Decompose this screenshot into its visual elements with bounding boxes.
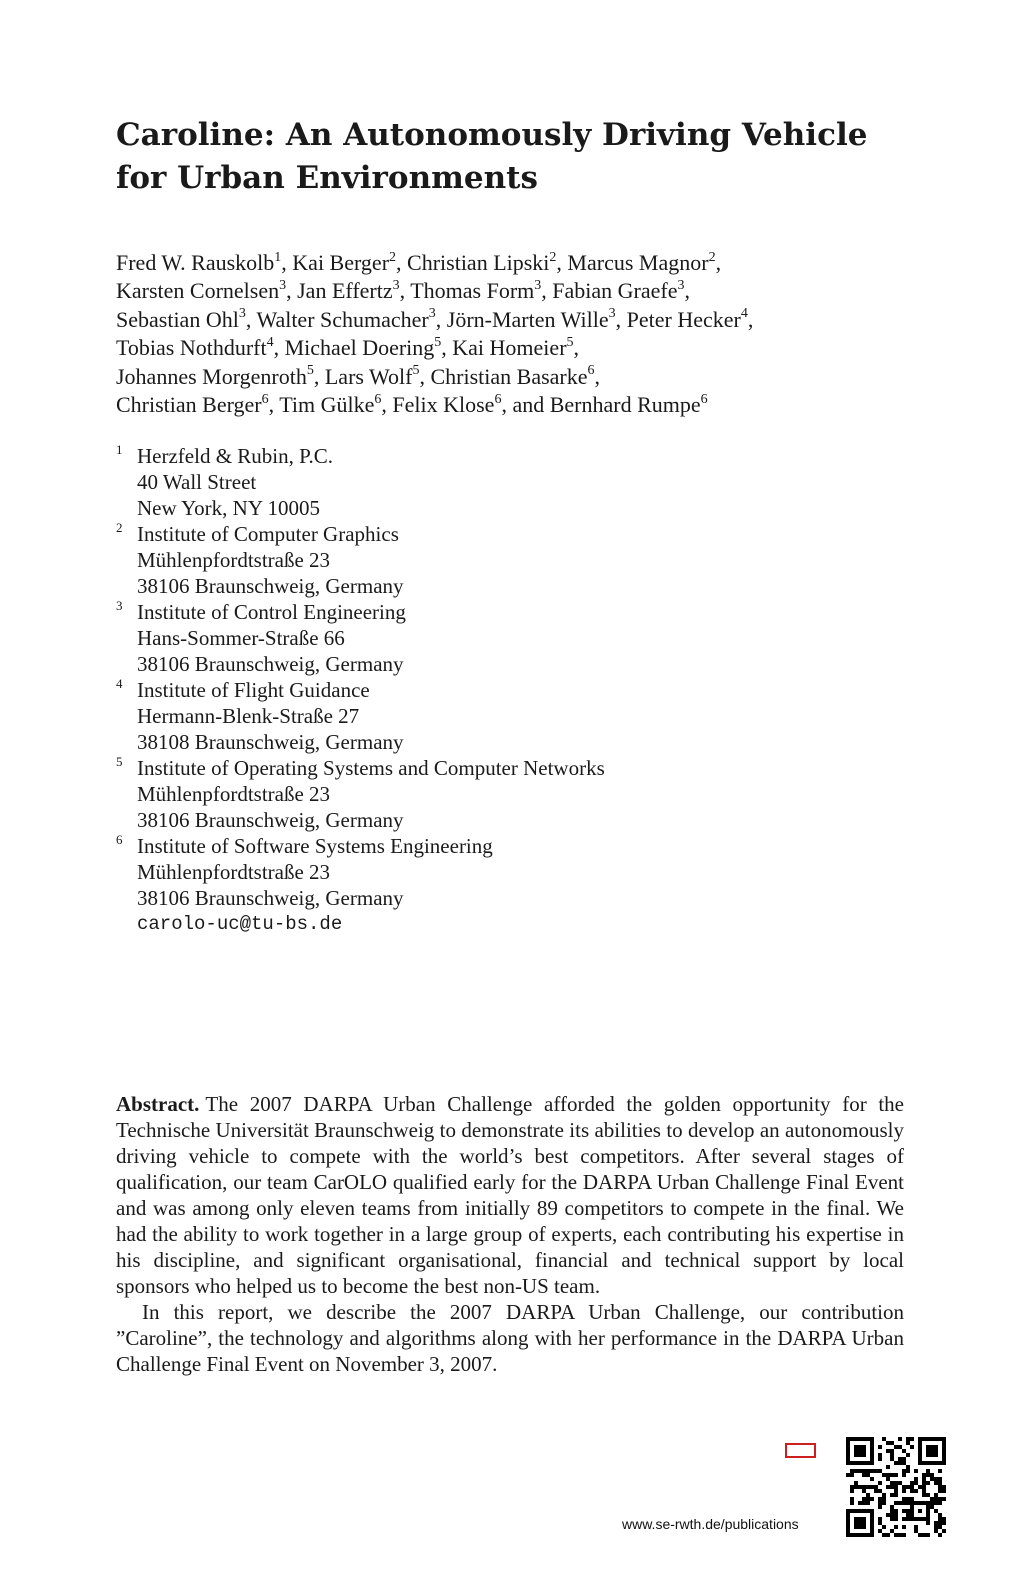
affiliation bbox=[116, 677, 816, 755]
author-name: Fabian Graefe bbox=[552, 278, 678, 304]
author-separator: , bbox=[419, 363, 431, 389]
author-affiliation-number: 2 bbox=[708, 249, 716, 265]
author-separator: , bbox=[381, 392, 393, 418]
author-separator: , bbox=[268, 392, 280, 418]
author-separator: , bbox=[747, 306, 754, 332]
author-list bbox=[116, 249, 916, 419]
author-separator: , bbox=[245, 306, 257, 332]
affiliation-number: 3 bbox=[116, 598, 123, 613]
author-separator: , bbox=[541, 278, 553, 304]
author-affiliation-number: 2 bbox=[389, 249, 397, 265]
affiliation-line: Herzfeld & Rubin, P.C. bbox=[137, 444, 333, 468]
author bbox=[292, 250, 407, 275]
author-name: Jan Effertz bbox=[297, 278, 393, 304]
affiliation-line: Institute of Software Systems Engineering bbox=[137, 834, 493, 858]
affiliation-line: 40 Wall Street bbox=[137, 470, 257, 494]
affiliation-line: Institute of Control Engineering bbox=[137, 600, 406, 624]
author bbox=[116, 364, 325, 389]
author bbox=[627, 307, 754, 332]
author-separator: , bbox=[441, 335, 453, 361]
affiliation-list bbox=[116, 443, 816, 937]
author-separator: , bbox=[281, 250, 293, 275]
author-affiliation-number: 3 bbox=[608, 306, 616, 322]
author-affiliation-number: 5 bbox=[412, 363, 420, 379]
affiliation-line: 38108 Braunschweig, Germany bbox=[137, 730, 404, 754]
author-name: Christian Basarke bbox=[430, 363, 588, 389]
author-affiliation-number: 4 bbox=[740, 306, 748, 322]
author-separator: , bbox=[684, 278, 691, 304]
author bbox=[431, 364, 601, 389]
author bbox=[116, 392, 279, 417]
publications-url[interactable]: www.se-rwth.de/publications bbox=[622, 1516, 799, 1532]
affiliation-line: Institute of Computer Graphics bbox=[137, 522, 399, 546]
affiliation-line: Mühlenpfordtstraße 23 bbox=[137, 548, 331, 572]
author-affiliation-number: 3 bbox=[279, 278, 287, 294]
affiliation-number: 2 bbox=[116, 520, 123, 535]
author-separator: , bbox=[399, 278, 411, 304]
author bbox=[410, 278, 552, 303]
author-separator: , bbox=[615, 306, 627, 332]
author-name: Michael Doering bbox=[284, 335, 435, 361]
author-separator: , bbox=[435, 306, 447, 332]
affiliation-line: Institute of Flight Guidance bbox=[137, 678, 370, 702]
author-name: Kai Berger bbox=[292, 250, 390, 275]
publisher-mark-icon bbox=[785, 1443, 816, 1458]
affiliation-number: 6 bbox=[116, 832, 123, 847]
author bbox=[116, 278, 297, 303]
abstract-text-1: The 2007 DARPA Urban Challenge afforded the golden opportunity for the Technische Universität Braunschweig to demonstrate its abilities to develop an autonomously driving vehicle to compete with the world’s best competitors. After several stages of qualification, our team CarOLO qualified early for the DARPA Urban Challenge Final Event and was among only eleven teams from initially 89 competitors to compete in the final. We had the ability to work together in a large group of experts, each contributing his expertise in his discipline, and significant organisational, financial and technical support by local sponsors who helped us to become the best non-US team. bbox=[116, 1092, 904, 1298]
affiliation bbox=[116, 833, 816, 911]
author-name: Thomas Form bbox=[410, 278, 535, 304]
affiliation-line: 38106 Braunschweig, Germany bbox=[137, 652, 404, 676]
affiliation-line: Institute of Operating Systems and Computer Networks bbox=[137, 756, 605, 780]
author-name: Bernhard Rumpe bbox=[549, 392, 701, 418]
author bbox=[407, 250, 567, 275]
author-affiliation-number: 3 bbox=[677, 278, 685, 294]
affiliation-line: 38106 Braunschweig, Germany bbox=[137, 886, 404, 910]
qr-code-icon bbox=[846, 1437, 946, 1537]
author bbox=[297, 278, 410, 303]
author-affiliation-number: 6 bbox=[587, 363, 595, 379]
author-name: Johannes Morgenroth bbox=[116, 363, 307, 389]
author-separator: , bbox=[273, 335, 285, 361]
affiliation bbox=[116, 443, 816, 521]
author-name: Peter Hecker bbox=[626, 306, 741, 332]
author-affiliation-number: 5 bbox=[434, 334, 442, 350]
author-affiliation-number: 3 bbox=[238, 306, 246, 322]
author bbox=[452, 335, 579, 360]
author-affiliation-number: 3 bbox=[392, 278, 400, 294]
author-name: Fred W. Rauskolb bbox=[116, 250, 275, 275]
author bbox=[116, 335, 285, 360]
author-affiliation-number: 6 bbox=[374, 391, 382, 407]
author-separator: , and bbox=[501, 392, 550, 418]
abstract-paragraph-2: In this report, we describe the 2007 DARPA Urban Challenge, our contribution ”Caroline”, the technology and algorithms along with her performance in the DARPA Urban Challenge Final Event on November 3, 2007. bbox=[116, 1300, 904, 1376]
author-affiliation-number: 6 bbox=[494, 391, 502, 407]
author bbox=[392, 392, 549, 417]
author-name: Jörn-Marten Wille bbox=[446, 306, 609, 332]
affiliation-line: Mühlenpfordtstraße 23 bbox=[137, 782, 331, 806]
author-name: Tobias Nothdurft bbox=[116, 335, 267, 361]
author-affiliation-number: 1 bbox=[274, 249, 282, 265]
author-affiliation-number: 3 bbox=[428, 306, 436, 322]
author-name: Karsten Cornelsen bbox=[116, 278, 280, 304]
affiliation bbox=[116, 521, 816, 599]
author bbox=[552, 278, 690, 303]
author-separator: , bbox=[594, 363, 601, 389]
author-affiliation-number: 2 bbox=[549, 249, 557, 265]
author-name: Walter Schumacher bbox=[256, 306, 429, 332]
author-name: Kai Homeier bbox=[452, 335, 567, 361]
abstract-label: Abstract. bbox=[116, 1092, 200, 1116]
author-separator: , bbox=[556, 250, 568, 275]
author bbox=[285, 335, 453, 360]
author-name: Marcus Magnor bbox=[567, 250, 709, 275]
affiliation-number: 1 bbox=[116, 442, 123, 457]
author bbox=[550, 392, 708, 417]
author-affiliation-number: 3 bbox=[534, 278, 542, 294]
affiliation bbox=[116, 755, 816, 833]
affiliation-line: Mühlenpfordtstraße 23 bbox=[137, 860, 331, 884]
affiliation bbox=[116, 599, 816, 677]
affiliation-number: 5 bbox=[116, 754, 123, 769]
author-name: Sebastian Ohl bbox=[116, 306, 239, 332]
paper-title: Caroline: An Autonomously Driving Vehicle for Urban Environments bbox=[116, 117, 868, 196]
author-separator: , bbox=[573, 335, 580, 361]
author bbox=[567, 250, 721, 275]
author-separator: , bbox=[715, 250, 722, 275]
author bbox=[116, 250, 292, 275]
author-affiliation-number: 4 bbox=[266, 334, 274, 350]
author bbox=[325, 364, 431, 389]
author-separator: , bbox=[313, 363, 325, 389]
affiliation-line: Hermann-Blenk-Straße 27 bbox=[137, 704, 360, 728]
author-affiliation-number: 6 bbox=[261, 391, 269, 407]
author bbox=[279, 392, 392, 417]
author bbox=[256, 307, 446, 332]
author-affiliation-number: 5 bbox=[566, 334, 574, 350]
author-affiliation-number: 5 bbox=[306, 363, 314, 379]
author-affiliation-number: 6 bbox=[700, 391, 708, 407]
author-name: Lars Wolf bbox=[324, 363, 413, 389]
affiliation-line: Hans-Sommer-Straße 66 bbox=[137, 626, 345, 650]
author bbox=[447, 307, 627, 332]
abstract bbox=[116, 1091, 904, 1377]
author bbox=[116, 307, 256, 332]
affiliation-line: 38106 Braunschweig, Germany bbox=[137, 574, 404, 598]
author-separator: , bbox=[286, 278, 298, 304]
author-name: Felix Klose bbox=[392, 392, 495, 418]
contact-email[interactable]: carolo-uc@tu-bs.de bbox=[137, 913, 343, 935]
affiliation-line: New York, NY 10005 bbox=[137, 496, 320, 520]
affiliation-number: 4 bbox=[116, 676, 123, 691]
abstract-paragraph-1 bbox=[116, 1091, 904, 1299]
author-name: Tim Gülke bbox=[279, 392, 375, 418]
author-separator: , bbox=[396, 250, 408, 275]
author-name: Christian Lipski bbox=[407, 250, 550, 275]
author-name: Christian Berger bbox=[116, 392, 262, 418]
affiliation-line: 38106 Braunschweig, Germany bbox=[137, 808, 404, 832]
